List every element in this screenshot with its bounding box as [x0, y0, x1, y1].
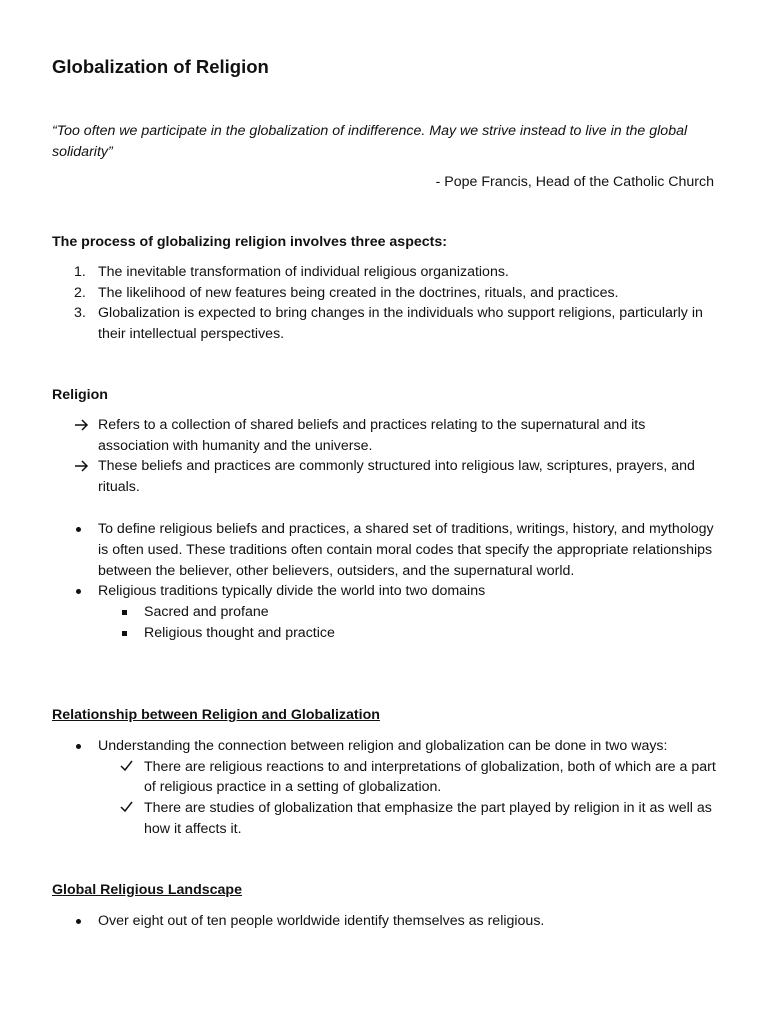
religion-heading: Religion [52, 387, 108, 403]
bullet-icon [76, 744, 81, 749]
quote-attribution: - Pope Francis, Head of the Catholic Church [435, 174, 714, 190]
arrow-right-icon [74, 418, 94, 432]
square-bullet-icon [122, 631, 127, 636]
sub-list-item [52, 798, 716, 840]
list-item [52, 303, 716, 345]
bullet-icon [76, 589, 81, 594]
sub-list-item [52, 602, 716, 623]
list-item [52, 415, 716, 457]
list-item [52, 283, 716, 304]
religion-section [52, 385, 716, 644]
relationship-list [52, 736, 716, 840]
arrow-right-icon [74, 459, 94, 473]
list-item-text: There are religious reactions to and interpretations of globalization, both of which are a part of religious practice in a setting of globalization. [144, 758, 716, 796]
process-list [52, 262, 716, 345]
list-item [52, 519, 716, 581]
list-item-text: These beliefs and practices are commonly structured into religious law, scriptures, prayers, and rituals. [98, 458, 695, 496]
list-number: 1. [74, 263, 86, 280]
landscape-section [52, 880, 716, 932]
bullet-icon [76, 527, 81, 532]
list-item-text: Religious traditions typically divide the world into two domains [98, 583, 486, 600]
landscape-heading: Global Religious Landscape [52, 882, 242, 898]
bullet-icon [76, 919, 81, 924]
list-item-text: The likelihood of new features being created in the doctrines, rituals, and practices. [98, 284, 619, 301]
list-item [52, 911, 716, 932]
list-item [52, 736, 716, 757]
sub-list-item [52, 757, 716, 799]
list-item [52, 262, 716, 283]
relationship-heading: Relationship between Religion and Globalization [52, 707, 380, 723]
sub-list-item [52, 623, 716, 644]
list-item-text: Sacred and profane [144, 604, 269, 621]
list-item-text: The inevitable transformation of individual religious organizations. [98, 263, 509, 280]
religion-bullet-list [52, 519, 716, 644]
list-number: 2. [74, 284, 86, 301]
religion-arrow-list [52, 415, 716, 498]
list-item-text: Religious thought and practice [144, 624, 335, 641]
list-item [52, 456, 716, 498]
list-item-text: Understanding the connection between religion and globalization can be done in two ways: [98, 737, 668, 754]
list-item-text: Over eight out of ten people worldwide identify themselves as religious. [98, 912, 545, 929]
list-item-text: Globalization is expected to bring changes in the individuals who support religions, particularly in their intellectual perspectives. [98, 305, 703, 343]
list-item [52, 581, 716, 602]
checkmark-icon [120, 801, 140, 813]
list-number: 3. [74, 305, 86, 322]
document-title: Globalization of Religion [52, 56, 269, 77]
list-item-text: To define religious beliefs and practices, a shared set of traditions, writings, history, and mythology is often used. These traditions often contain moral codes that specify the appropriate relationships between the believer, other believers, outsiders, and the supernatural world. [98, 520, 714, 579]
process-heading: The process of globalizing religion involves three aspects: [52, 234, 447, 250]
landscape-list [52, 911, 716, 932]
list-item-text: Refers to a collection of shared beliefs and practices relating to the supernatural and its association with humanity and the universe. [98, 416, 646, 454]
list-item-text: There are studies of globalization that emphasize the part played by religion in it as well as how it affects it. [144, 800, 712, 837]
pope-quote: “Too often we participate in the globalization of indifference. May we strive instead to live in the global solidarity” [52, 123, 688, 160]
square-bullet-icon [122, 610, 127, 615]
process-section [52, 232, 716, 345]
relationship-section [52, 705, 716, 840]
checkmark-icon [120, 760, 140, 772]
